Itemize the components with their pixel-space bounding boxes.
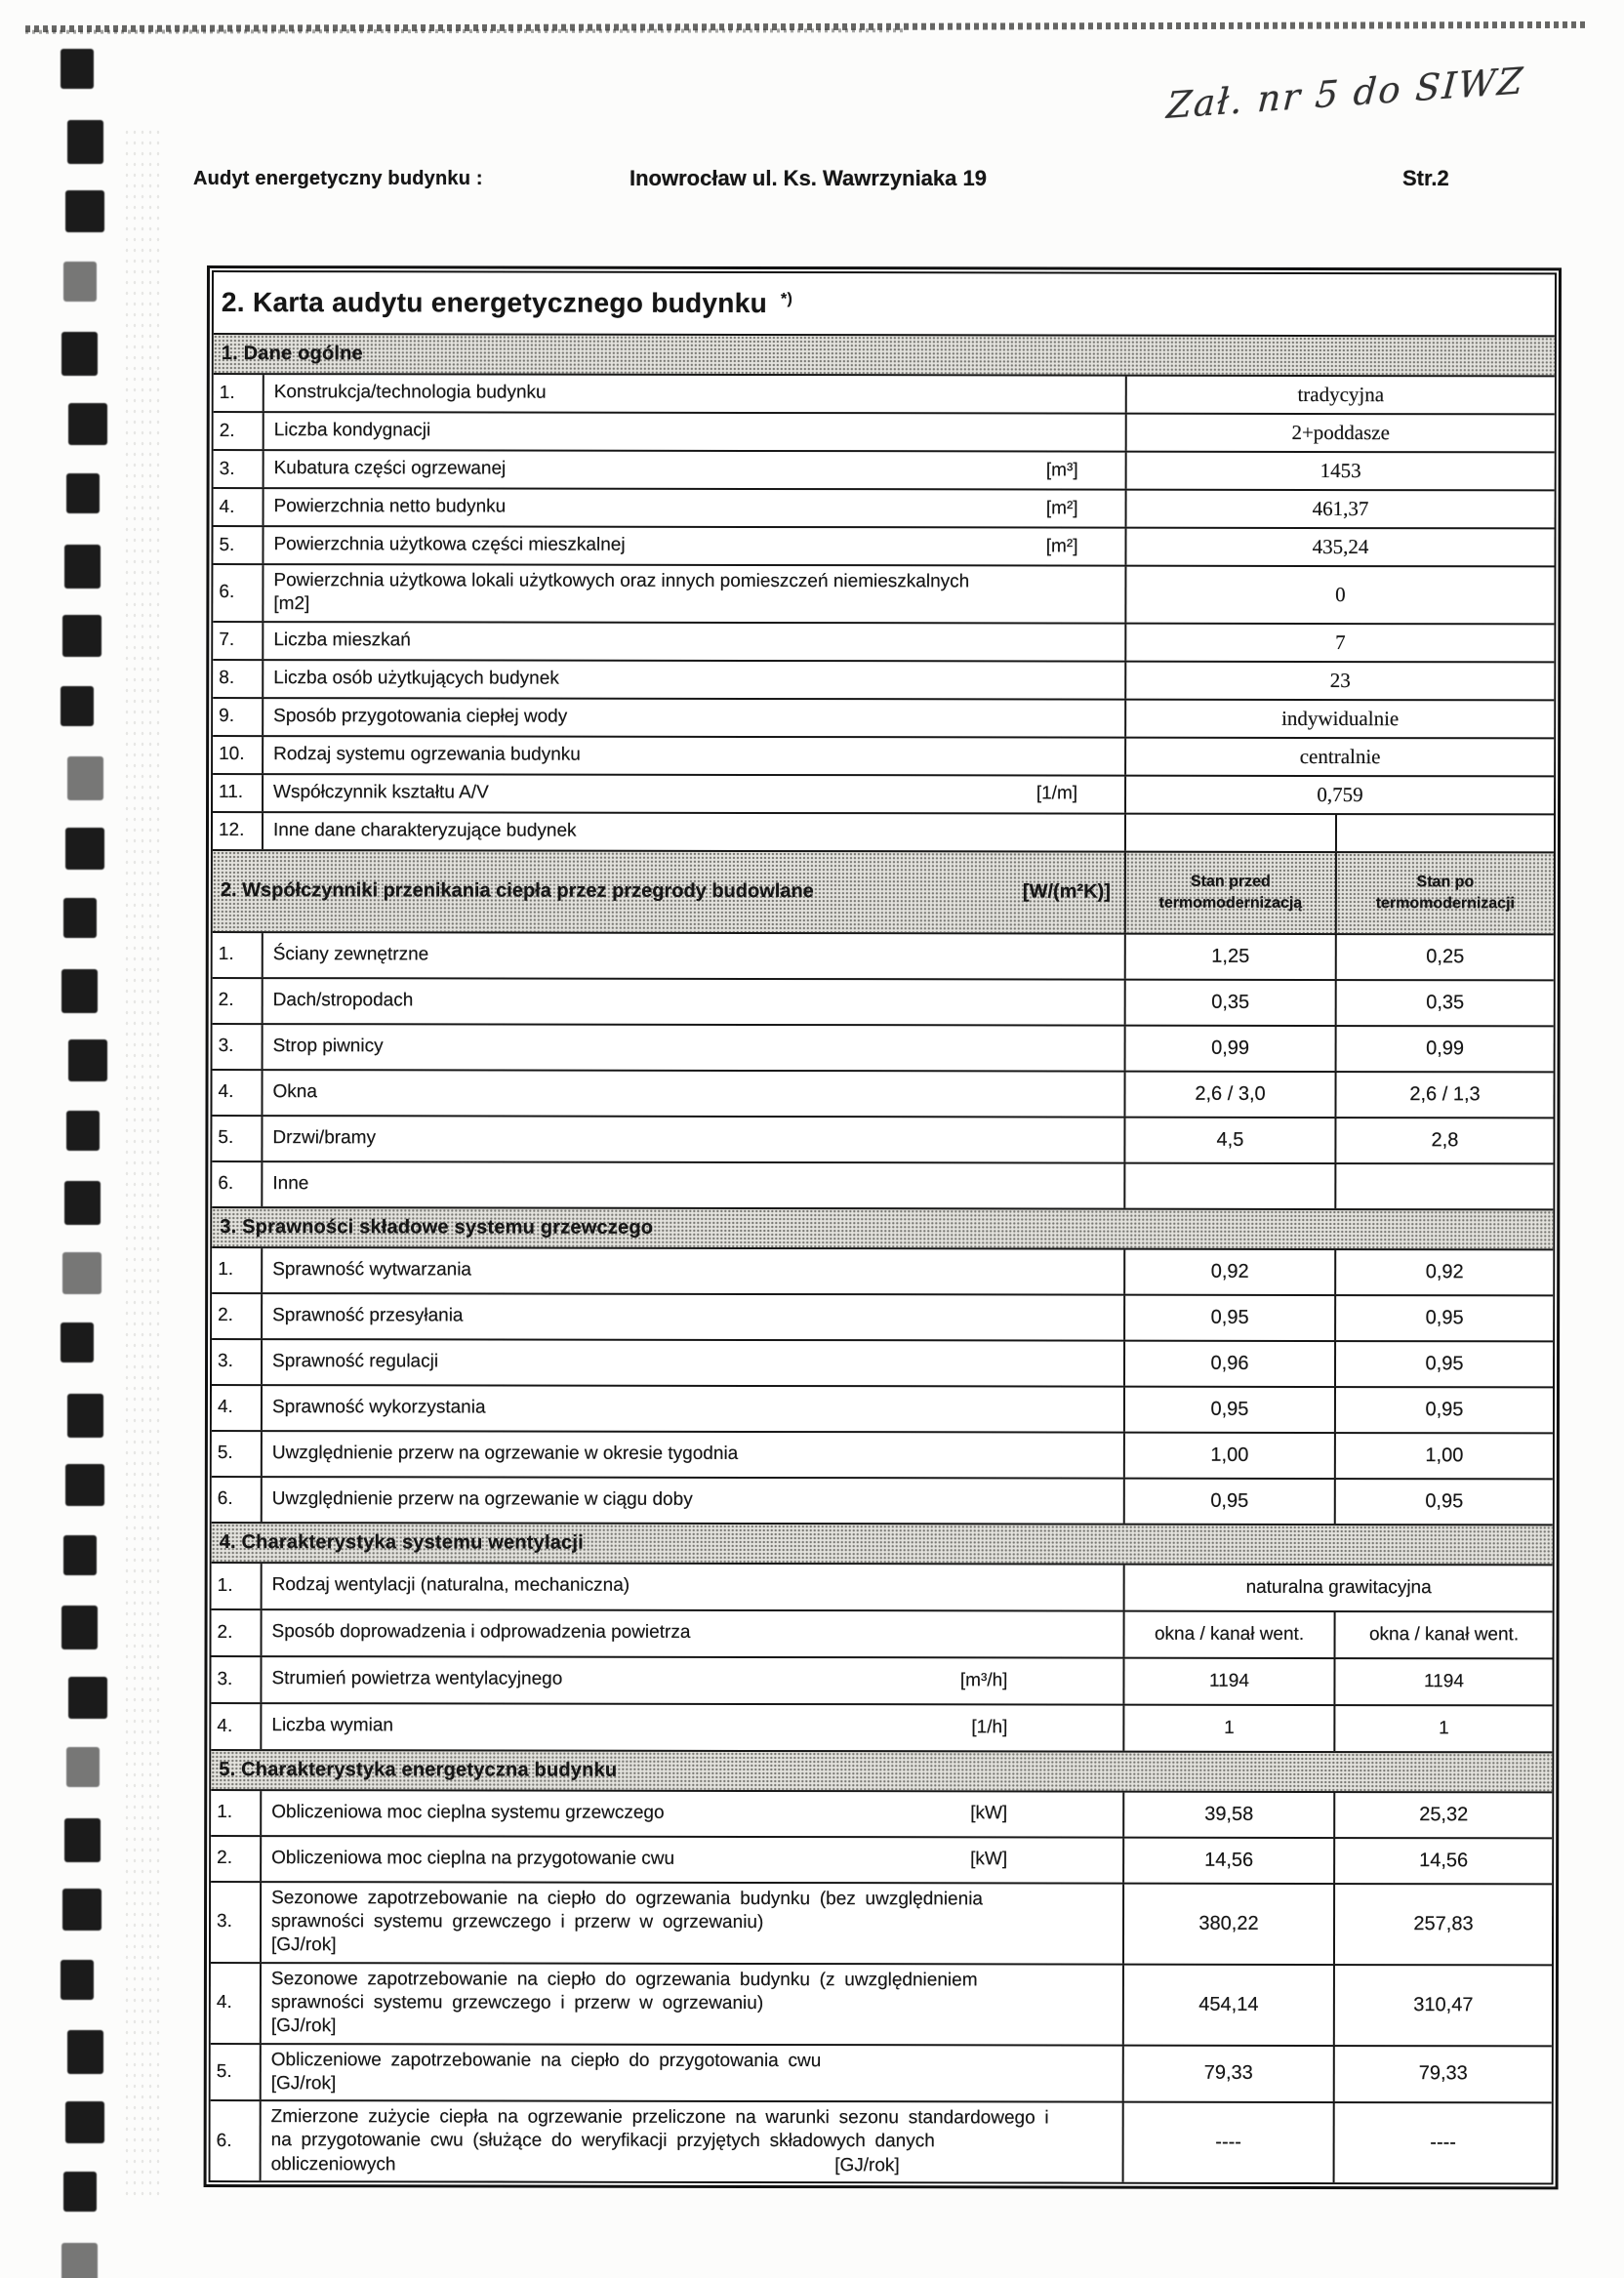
binding-hole-icon (63, 1535, 97, 1575)
row-number: 3. (213, 1025, 264, 1069)
row-label: Sezonowe zapotrzebowanie na ciepło do ogrzewania budynku (z uwzględnieniem sprawności systemu grzewczego i przerw w ogrzewaniu) [GJ/rok] (270, 1968, 978, 2037)
row-value-after: 0,95 (1334, 1480, 1553, 1524)
row-label-cell (264, 413, 1125, 451)
row-value-after: ---- (1333, 2103, 1552, 2182)
row-label: Powierzchnia netto budynku (273, 496, 507, 517)
table-row (213, 525, 1554, 565)
scan-edge-artifact-2 (25, 28, 904, 34)
row-number: 3. (211, 1657, 262, 1702)
row-label: Strop piwnicy (272, 1036, 384, 1057)
row-label-cell (263, 1294, 1123, 1340)
row-value-after: 79,33 (1333, 2047, 1552, 2102)
row-value-before: 1,00 (1123, 1433, 1334, 1477)
row-value-before: okna / kanał went. (1123, 1611, 1334, 1656)
binding-hole-icon (64, 1181, 101, 1225)
row-label: Inne (272, 1173, 309, 1195)
row-label: Zmierzone zużycie ciepła na ogrzewanie przeliczone na warunki sezonu standardowego i na przygotowanie cwu (służące do weryfikacji przyjętych składowych danych obliczeniowych [GJ/rok] (270, 2106, 1049, 2176)
row-label-cell (262, 1883, 1122, 1963)
row-label: Sprawność przesyłania (272, 1305, 464, 1326)
table-row (214, 373, 1555, 413)
row-number: 11. (213, 775, 264, 811)
row-number: 4. (214, 489, 264, 525)
audit-table-inner (209, 270, 1557, 2184)
row-value-before (1124, 814, 1335, 850)
row-number: 3. (214, 451, 264, 487)
row-label: Uwzględnienie przerw na ogrzewanie w ciągu doby (271, 1488, 693, 1510)
binding-hole-icon (68, 1677, 107, 1719)
row-value: 7 (1124, 624, 1554, 661)
row-label: Dach/stropodach (272, 990, 414, 1011)
row-value: indywidualnie (1124, 700, 1554, 737)
row-unit: [m³/h] (959, 1669, 1008, 1690)
row-label-cell (262, 1704, 1122, 1751)
row-value-before (1123, 1163, 1334, 1207)
table-row (213, 621, 1554, 661)
row-label: Drzwi/bramy (272, 1127, 377, 1149)
audit-table (204, 265, 1562, 2189)
page-header-address: Inowrocław ul. Ks. Wawrzyniaka 19 (629, 166, 987, 190)
row-number: 6. (212, 1478, 263, 1522)
binding-hole-icon (62, 1889, 102, 1931)
row-value-before: 0,95 (1123, 1479, 1334, 1523)
row-value: naturalna grawitacyjna (1123, 1565, 1553, 1610)
row-value-before: 79,33 (1122, 2046, 1333, 2101)
row-number: 6. (212, 1162, 263, 1206)
row-number: 1. (211, 1791, 262, 1835)
row-label-cell (264, 737, 1124, 775)
table-row (213, 811, 1554, 851)
row-label-cell (262, 1657, 1122, 1704)
row-label: Inne dane charakteryzujące budynek (272, 820, 577, 841)
table-row (214, 411, 1555, 451)
row-label: Powierzchnia użytkowa części mieszkalnej (273, 534, 626, 556)
table-row (211, 1702, 1552, 1751)
row-number: 1. (212, 1564, 263, 1608)
row-label-cell (263, 1162, 1123, 1208)
table-row (212, 1246, 1553, 1294)
row-label-cell (263, 1248, 1123, 1294)
row-label-cell (263, 1564, 1123, 1610)
row-number: 2. (212, 1610, 263, 1655)
table-row (212, 1430, 1553, 1478)
row-label: Współczynnik kształtu A/V (273, 782, 489, 803)
row-number: 5. (213, 527, 264, 563)
table-row (213, 697, 1554, 737)
row-label-cell (262, 2101, 1122, 2181)
table-title-row (214, 272, 1555, 335)
row-value-before: 1,25 (1124, 934, 1335, 978)
row-number: 5. (211, 2045, 262, 2100)
row-value-after: 25,32 (1333, 1793, 1552, 1837)
table-row (214, 487, 1555, 527)
row-value: 0 (1124, 567, 1554, 623)
row-value-after: 2,8 (1334, 1119, 1553, 1162)
row-label-cell (264, 451, 1125, 489)
row-label: Rodzaj systemu ogrzewania budynku (273, 744, 581, 765)
binding-hole-icon (65, 2101, 104, 2143)
binding-hole-icon (67, 756, 103, 800)
section-band (213, 849, 1554, 933)
row-value: centralnie (1124, 738, 1554, 775)
row-label-cell (264, 375, 1125, 413)
table-row (211, 2043, 1552, 2102)
row-number: 1. (213, 933, 264, 977)
row-value-before: 39,58 (1122, 1792, 1333, 1836)
section-heading: 5. Charakterystyka energetyczna budynku (211, 1749, 1552, 1791)
row-value-before: 2,6 / 3,0 (1123, 1072, 1334, 1116)
row-label-cell (264, 1025, 1124, 1071)
row-label-cell (263, 1610, 1123, 1657)
row-number: 2. (213, 979, 264, 1023)
row-label: Liczba mieszkań (273, 630, 411, 651)
row-number: 8. (213, 661, 264, 697)
row-value-before: 0,95 (1123, 1295, 1334, 1339)
row-label-cell (264, 527, 1124, 565)
table-row (212, 1292, 1553, 1340)
table-row (211, 1962, 1552, 2045)
row-label: Powierzchnia użytkowa lokali użytkowych oraz innych pomieszczeń niemieszkalnych [m2] (273, 570, 970, 615)
row-value-after: 0,99 (1335, 1027, 1554, 1071)
binding-hole-icon (66, 1111, 100, 1151)
row-label: Sprawność wykorzystania (271, 1397, 486, 1418)
section-heading: 3. Sprawności składowe systemu grzewczego (212, 1206, 1553, 1248)
row-label-cell (263, 1117, 1123, 1162)
row-number: 2. (211, 1837, 262, 1881)
row-number: 3. (212, 1340, 263, 1384)
row-label-cell (264, 813, 1124, 851)
section-heading-text: 2. Współczynniki przenikania ciepła przez przegrody budowlane (220, 879, 814, 903)
table-row (213, 659, 1554, 699)
row-value-after: 14,56 (1333, 1839, 1552, 1883)
row-value-after (1335, 815, 1554, 851)
row-label: Kubatura części ogrzewanej (273, 458, 507, 479)
row-label-cell (264, 775, 1124, 813)
row-number: 1. (212, 1248, 263, 1292)
row-unit: [m²] (1045, 497, 1078, 518)
row-value-before: 1 (1122, 1705, 1333, 1750)
page-header-doc-type: Audyt energetyczny budynku : (193, 168, 483, 189)
row-label-cell (264, 623, 1124, 661)
row-label: Sezonowe zapotrzebowanie na ciepło do ogrzewania budynku (bez uwzględnienia sprawności systemu grzewczego i przerw w ogrzewaniu) [GJ/rok] (270, 1887, 984, 1956)
row-label-cell (263, 1340, 1123, 1386)
binding-hole-icon (62, 1252, 102, 1294)
row-value-after: 1 (1333, 1706, 1552, 1751)
row-value-after (1334, 1164, 1553, 1208)
row-value-before: 14,56 (1122, 1838, 1333, 1882)
table-row (213, 931, 1554, 979)
row-number: 3. (211, 1883, 262, 1962)
row-label-cell (263, 1071, 1123, 1117)
row-value-before: 454,14 (1122, 1965, 1333, 2044)
binding-hole-icon (65, 828, 104, 870)
row-label-cell (262, 1791, 1122, 1837)
binding-hole-icon (66, 1747, 100, 1787)
row-value-before: 0,96 (1123, 1341, 1334, 1385)
row-label: Obliczeniowa moc cieplna systemu grzewczego (271, 1802, 665, 1823)
table-row (213, 563, 1554, 623)
row-label: Okna (272, 1081, 317, 1103)
row-label-cell (264, 699, 1124, 737)
table-row (212, 1608, 1553, 1657)
row-value-after: 1,00 (1334, 1434, 1553, 1478)
table-row (212, 1160, 1553, 1208)
row-value-after: 257,83 (1333, 1885, 1552, 1964)
row-value-before: 4,5 (1123, 1118, 1334, 1161)
table-row (214, 449, 1555, 489)
row-value-after: 0,25 (1335, 935, 1554, 979)
binding-hole-icon (65, 190, 104, 232)
table-row (213, 735, 1554, 775)
row-label-cell (263, 1478, 1123, 1524)
row-number: 4. (211, 1704, 262, 1749)
binding-hole-icon (63, 2172, 97, 2212)
row-value-after: 310,47 (1333, 1966, 1552, 2045)
binding-hole-icon (68, 1039, 107, 1081)
table-row (212, 1338, 1553, 1386)
row-number: 2. (214, 413, 264, 449)
binding-hole-icon (67, 2030, 103, 2074)
row-number: 2. (212, 1294, 263, 1338)
row-label-cell (262, 1964, 1122, 2044)
table-row (212, 1476, 1553, 1524)
col-header-before: Stan przed termomodernizacją (1124, 852, 1335, 932)
row-number: 4. (211, 1964, 262, 2043)
row-number: 4. (212, 1071, 263, 1115)
section-heading: 1. Dane ogólne (214, 333, 1555, 375)
table-title: 2. Karta audytu energetycznego budynku (221, 287, 768, 319)
handwritten-note: Zał. nr 5 do SIWZ (1164, 60, 1526, 127)
row-label-cell (263, 1432, 1123, 1478)
binding-hole-icon (65, 1464, 104, 1506)
row-unit: [1/h] (971, 1716, 1008, 1737)
audit-table-body (211, 333, 1555, 2182)
binding-hole-icon (68, 403, 107, 445)
table-row (213, 1023, 1554, 1071)
row-unit: [m²] (1045, 535, 1078, 556)
row-value-after: 0,95 (1334, 1296, 1553, 1340)
binding-hole-icon (64, 1818, 101, 1862)
row-value: 435,24 (1124, 529, 1554, 566)
table-row (211, 2099, 1552, 2182)
row-number: 4. (212, 1386, 263, 1430)
row-value: 0,759 (1124, 776, 1554, 813)
row-value: 23 (1124, 662, 1554, 699)
row-value-after: 0,92 (1334, 1250, 1553, 1294)
section-heading-unit: [W/(m²K)] (1022, 880, 1111, 903)
row-number: 9. (213, 699, 264, 735)
row-label-cell (264, 933, 1124, 979)
row-label: Sposób przygotowania ciepłej wody (273, 706, 568, 727)
binding-hole-icon (67, 120, 103, 164)
section-heading: 4. Charakterystyka systemu wentylacji (212, 1522, 1553, 1564)
row-label-cell (264, 979, 1124, 1025)
binding-hole-icon (62, 615, 102, 657)
binding-hole-icon (61, 1606, 98, 1649)
table-row (212, 1115, 1553, 1162)
row-label: Ściany zewnętrzne (272, 944, 429, 965)
table-row (213, 773, 1554, 813)
row-label: Liczba wymian (271, 1715, 394, 1736)
binding-hole-icon (63, 262, 97, 302)
binding-hole-icon (61, 49, 94, 89)
row-value-after: 1194 (1333, 1659, 1552, 1704)
row-value-before: 0,95 (1123, 1387, 1334, 1431)
section-heading (213, 851, 1124, 933)
table-row (211, 1789, 1552, 1837)
row-number: 6. (211, 2101, 262, 2180)
col-header-after: Stan po termomodernizacji (1335, 853, 1554, 933)
row-label: Liczba kondygnacji (273, 420, 431, 441)
row-number: 5. (212, 1432, 263, 1476)
row-unit: [1/m] (1035, 783, 1078, 804)
row-label: Konstrukcja/technologia budynku (273, 382, 547, 403)
row-value: tradycyjna (1125, 377, 1555, 414)
binding-hole-icon (61, 2243, 98, 2278)
table-row (211, 1655, 1552, 1704)
binding-hole-icon (63, 898, 97, 938)
row-number: 12. (213, 813, 264, 849)
row-number: 6. (213, 565, 264, 621)
row-number: 5. (212, 1117, 263, 1160)
row-value-before: 0,35 (1124, 980, 1335, 1024)
row-value: 2+poddasze (1125, 415, 1555, 452)
row-unit: [kW] (970, 1803, 1008, 1824)
binding-hole-icon (61, 332, 98, 376)
table-row (212, 1384, 1553, 1432)
row-label: Sprawność regulacji (272, 1351, 439, 1372)
table-row (213, 977, 1554, 1025)
row-number: 7. (213, 623, 264, 659)
row-value-after: 0,95 (1334, 1388, 1553, 1432)
table-row (211, 1835, 1552, 1883)
binding-hole-icon (61, 686, 94, 726)
row-value-before: 380,22 (1122, 1884, 1333, 1963)
binding-hole-icon (64, 545, 101, 589)
row-label: Uwzględnienie przerw na ogrzewanie w okresie tygodnia (271, 1443, 739, 1464)
row-value-before: 0,92 (1123, 1249, 1334, 1293)
binding-hole-icon (61, 1322, 94, 1363)
row-label-cell (264, 661, 1124, 699)
row-value-after: 2,6 / 1,3 (1334, 1073, 1553, 1117)
binding-hole-icon (61, 1960, 94, 2000)
row-number: 10. (213, 737, 264, 773)
row-value-after: 0,35 (1335, 981, 1554, 1025)
row-unit: [kW] (970, 1849, 1008, 1870)
row-label: Obliczeniowa moc cieplna na przygotowanie cwu (271, 1848, 675, 1869)
table-row (212, 1562, 1553, 1610)
table-title-footnote-mark: *) (781, 291, 793, 308)
row-value-after: 0,95 (1334, 1342, 1553, 1386)
row-label: Liczba osób użytkujących budynek (273, 668, 559, 689)
row-value-after: okna / kanał went. (1334, 1612, 1553, 1657)
row-label-cell (263, 1386, 1123, 1432)
row-value-before: ---- (1122, 2103, 1333, 2182)
row-label-cell (262, 1837, 1122, 1883)
row-value-before: 1194 (1122, 1658, 1333, 1703)
row-label: Obliczeniowe zapotrzebowanie na ciepło do przygotowania cwu [GJ/rok] (270, 2049, 822, 2095)
binding-hole-icon (67, 1394, 103, 1438)
scan-smudge (123, 127, 162, 2196)
row-label-cell (264, 489, 1125, 527)
row-label: Strumień powietrza wentylacyjnego (271, 1668, 563, 1690)
table-row (211, 1881, 1552, 1964)
binding-hole-icon (61, 969, 98, 1013)
row-unit: [m³] (1045, 459, 1078, 480)
row-number: 1. (214, 375, 264, 411)
page-number: Str.2 (1402, 166, 1449, 190)
row-value-before: 0,99 (1124, 1026, 1335, 1070)
row-label: Rodzaj wentylacji (naturalna, mechaniczna) (271, 1574, 630, 1597)
row-label-cell (264, 565, 1124, 622)
row-label: Sposób doprowadzenia i odprowadzenia powietrza (271, 1621, 691, 1644)
table-row (212, 1069, 1553, 1117)
row-value: 461,37 (1125, 491, 1555, 528)
binding-hole-icon (66, 473, 100, 513)
row-value: 1453 (1125, 453, 1555, 490)
row-label-cell (262, 2045, 1122, 2101)
row-label: Sprawność wytwarzania (272, 1259, 472, 1281)
